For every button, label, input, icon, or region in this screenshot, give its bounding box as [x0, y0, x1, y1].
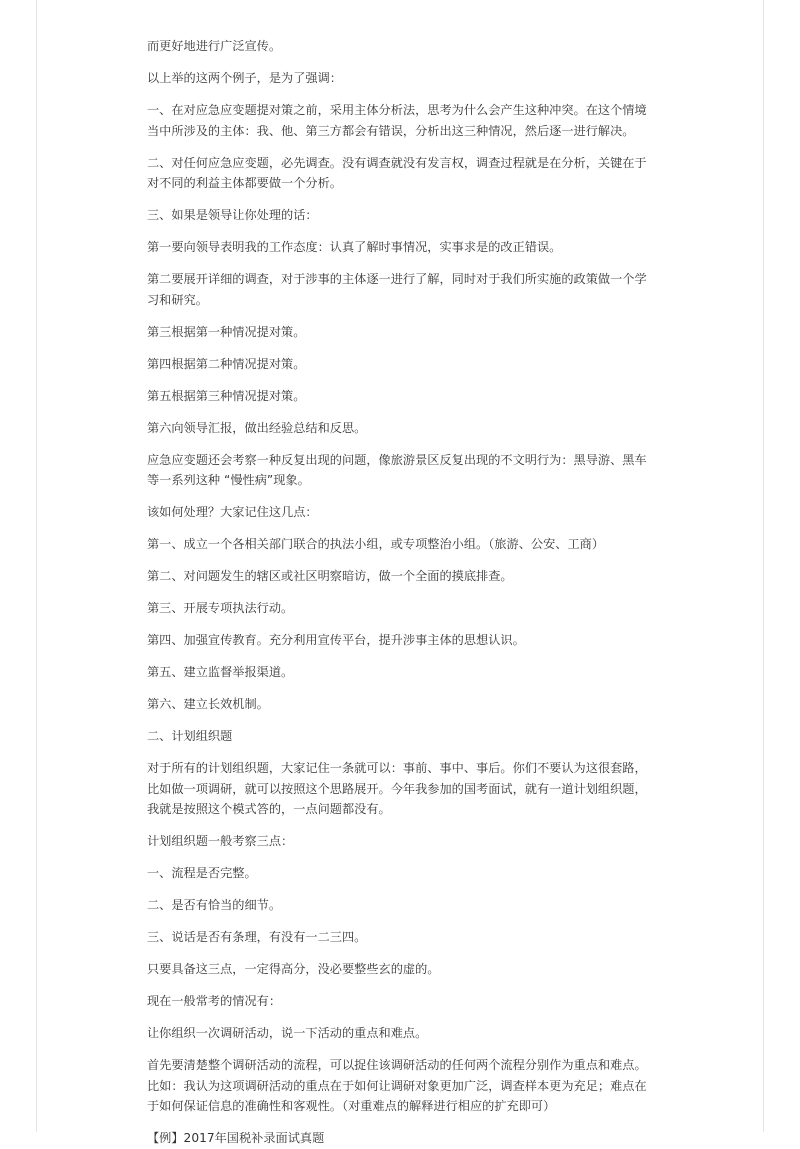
example-heading: 【例】2017年国税补录面试真题	[147, 1131, 325, 1145]
paragraph: 二、是否有恰当的细节。	[147, 898, 282, 912]
paragraph: 第一、成立一个各相关部门联合的执法小组，或专项整治小组。（旅游、公安、工商）	[147, 537, 605, 551]
paragraph: 让你组织一次调研活动，说一下活动的重点和难点。	[147, 1026, 428, 1040]
paragraph: 对于所有的计划组织题，大家记住一条就可以：事前、事中、事后。你们不要认为这很套路，比如做一项调研，就可以按照这个思路展开。今年我参加的国考面试，就有一道计划组织题，我就是按照这个模式答的，一点问题都没有。	[147, 761, 647, 816]
paragraph: 只要具备这三点，一定得高分，没必要整些玄的虚的。	[147, 962, 440, 976]
paragraph: 第五、建立监督举报渠道。	[147, 665, 294, 679]
paragraph: 应急应变题还会考察一种反复出现的问题，像旅游景区反复出现的不文明行为：黑导游、黑车等一系列这种 “慢性病”现象。	[147, 452, 647, 487]
paragraph: 第三、开展专项执法行动。	[147, 601, 294, 615]
paragraph: 第四、加强宣传教育。充分利用宣传平台，提升涉事主体的思想认识。	[147, 633, 525, 647]
paragraph: 三、如果是领导让你处理的话：	[147, 208, 318, 222]
paragraph: 一、流程是否完整。	[147, 866, 257, 880]
paragraph: 首先要清楚整个调研活动的流程，可以捉住该调研活动的任何两个流程分别作为重点和难点。比如：我认为这项调研活动的重点在于如何让调研对象更加广泛，调查样本更为充足；难点在于如何保证信息的准确性和客观性。（对重难点的解释进行相应的扩充即可）	[147, 1058, 647, 1113]
paragraph: 二、对任何应急应变题，必先调查。没有调查就没有发言权，调查过程就是在分析，关键在于对不同的利益主体都要做一个分析。	[147, 155, 647, 190]
paragraph: 该如何处理？大家记住这几点：	[147, 505, 318, 519]
paragraph: 第二、对问题发生的辖区或社区明察暗访，做一个全面的摸底排查。	[147, 569, 513, 583]
paragraph: 第一要向领导表明我的工作态度：认真了解时事情况，实事求是的改正错误。	[147, 240, 562, 254]
paragraph: 第四根据第二种情况提对策。	[147, 356, 306, 371]
paragraph: 三、说话是否有条理，有没有一二三四。	[147, 930, 367, 944]
paragraph: 第六、建立长效机制。	[147, 697, 269, 711]
paragraph: 第三根据第一种情况提对策。	[147, 324, 306, 339]
paragraph: 第六向领导汇报，做出经验总结和反思。	[147, 420, 367, 435]
paragraph: 而更好地进行广泛宣传。	[147, 39, 282, 53]
paragraph: 现在一般常考的情况有：	[147, 994, 282, 1008]
paragraph: 第二要展开详细的调查，对于涉事的主体逐一进行了解，同时对于我们所实施的政策做一个学习和研究。	[147, 272, 647, 307]
paragraph: 一、在对应急应变题提对策之前，采用主体分析法，思考为什么会产生这种冲突。在这个情境当中所涉及的主体：我、他、第三方都会有错误，分析出这三种情况，然后逐一进行解决。	[147, 103, 647, 138]
paragraph: 第五根据第三种情况提对策。	[147, 388, 306, 403]
page-left-border	[36, 0, 37, 1132]
page-right-border	[763, 0, 764, 1132]
section-heading: 二、计划组织题	[147, 729, 233, 743]
paragraph: 以上举的这两个例子，是为了强调：	[147, 71, 342, 85]
article-body	[147, 36, 655, 1149]
paragraph: 计划组织题一般考察三点：	[147, 834, 294, 848]
